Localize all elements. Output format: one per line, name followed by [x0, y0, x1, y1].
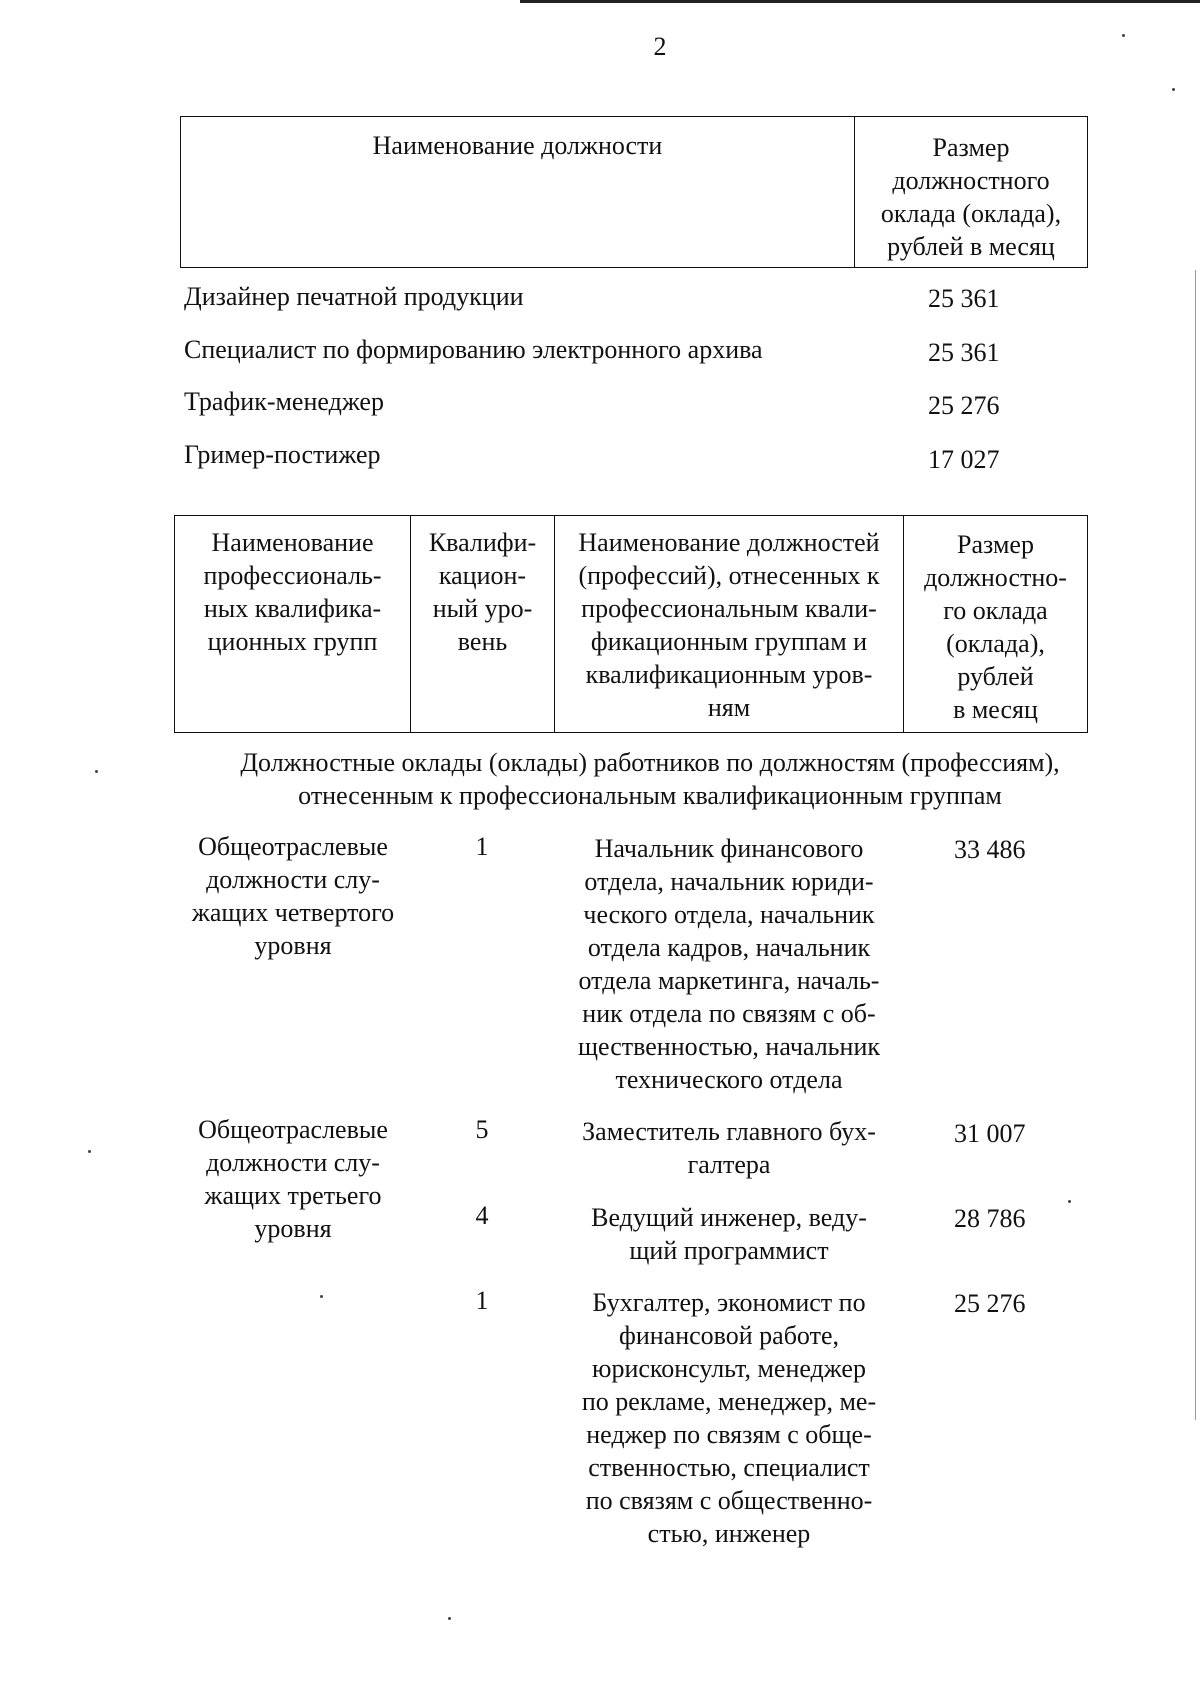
- qualification-level: 5: [475, 1115, 489, 1144]
- salary-value: 17 027: [928, 445, 1000, 474]
- page-top-rule: [520, 0, 1200, 3]
- scan-speck: [448, 1617, 451, 1620]
- positions-list: Заместитель главного бух- галтера: [582, 1117, 876, 1179]
- qualification-group-name: Общеотраслевые должности слу- жащих третьего уровня: [198, 1115, 388, 1243]
- table2-header-positions: Наименование должностей (профессий), отнесенных к профессиональным квали- фикационным группам и квалификационным уров- ням: [578, 528, 880, 722]
- salary-value: 25 361: [928, 338, 1000, 367]
- position-name: Трафик-менеджер: [184, 387, 384, 416]
- qualification-level: 1: [475, 832, 489, 861]
- positions-list: Бухгалтер, экономист по финансовой работе, юрисконсульт, менеджер по рекламе, менеджер, ме- неджер по связям с обще- ственностью, специалист по связям с общественно- стью, инженер: [581, 1288, 877, 1548]
- table2-header: [174, 515, 1088, 733]
- scan-speck: [95, 770, 98, 773]
- scan-speck: [1172, 88, 1175, 91]
- scan-speck: [1122, 34, 1125, 37]
- scan-speck: [320, 1295, 323, 1298]
- salary-value: 25 276: [928, 391, 1000, 420]
- qualification-group-name: Общеотраслевые должности слу- жащих четвертого уровня: [191, 832, 395, 960]
- salary-value: 28 786: [954, 1204, 1026, 1233]
- page-number: 2: [653, 32, 667, 61]
- table2-header-group: Наименование профессиональ- ных квалифика- ционных групп: [203, 528, 382, 656]
- position-name: Специалист по формированию электронного архива: [184, 335, 763, 364]
- table1-header-name: Наименование должности: [372, 131, 663, 160]
- page-right-edge: [1195, 270, 1196, 1420]
- positions-list: Ведущий инженер, веду- щий программист: [591, 1203, 867, 1265]
- scan-speck: [88, 1150, 91, 1153]
- scan-speck: [1068, 1200, 1071, 1203]
- positions-list: Начальник финансового отдела, начальник юриди- ческого отдела, начальник отдела кадров, начальник отдела маркетинга, началь- ник отдела по связям с об- щественностью, начальник технического отдела: [578, 834, 880, 1094]
- qualification-level: 1: [475, 1286, 489, 1315]
- salary-value: 25 276: [954, 1289, 1026, 1318]
- salary-value: 33 486: [954, 835, 1026, 864]
- position-name: Дизайнер печатной продукции: [184, 282, 524, 311]
- table1-header: [180, 116, 1088, 268]
- section-title: Должностные оклады (оклады) работников по должностям (профессиям), отнесенным к профессиональным квалификационным группам: [240, 748, 1060, 810]
- table2-header-level: Квалифи- кацион- ный уро- вень: [428, 528, 537, 656]
- qualification-level: 4: [475, 1201, 489, 1230]
- salary-value: 25 361: [928, 284, 1000, 313]
- table2-header-salary: Размер должностно- го оклада (оклада), рублей в месяц: [924, 530, 1067, 724]
- table1-header-salary: Размер должностного оклада (оклада), рублей в месяц: [880, 133, 1062, 261]
- salary-value: 31 007: [954, 1119, 1026, 1148]
- position-name: Гример-постижер: [184, 440, 381, 469]
